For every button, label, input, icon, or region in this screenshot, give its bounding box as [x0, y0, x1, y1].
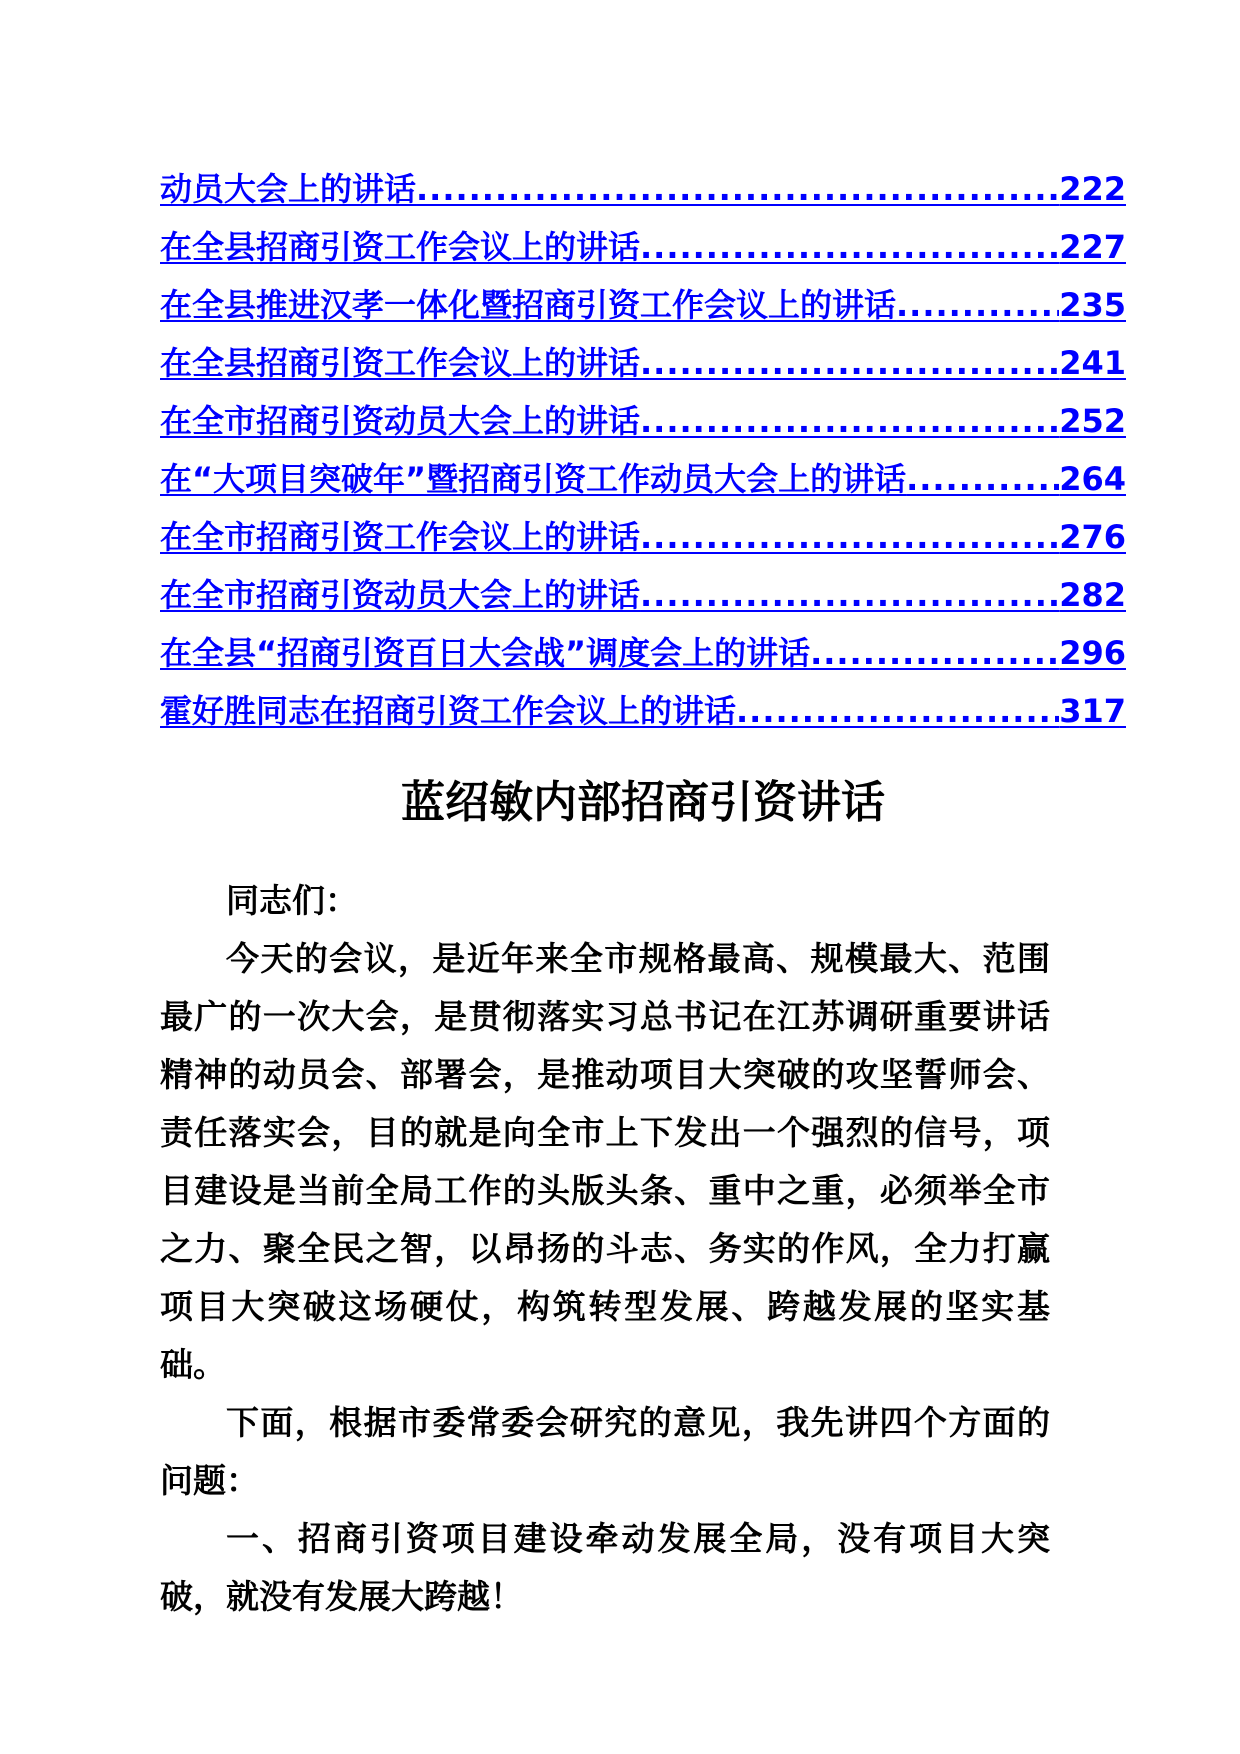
- toc-entry-page: 276: [1059, 518, 1126, 556]
- body-paragraph: 今天的会议，是近年来全市规格最高、规模最大、范围最广的一次大会，是贯彻落实习总书记在江苏调研重要讲话精神的动员会、部署会，是推动项目大突破的攻坚誓师会、责任落实会，目的就是向全市上下发出一个强烈的信号，项目建设是当前全局工作的头版头条、重中之重，必须举全市之力、聚全民之智，以昂扬的斗志、务实的作风，全力打赢项目大突破这场硬仗，构筑转型发展、跨越发展的坚实基础。: [160, 939, 1050, 1384]
- toc-dot-leader: [416, 160, 1059, 218]
- toc-entry[interactable]: [160, 682, 1126, 740]
- toc-entry-title: 动员大会上的讲话: [160, 170, 417, 208]
- toc-entry[interactable]: [160, 566, 1126, 624]
- toc-entry-title: 在全县招商引资工作会议上的讲话: [160, 228, 641, 266]
- toc-entry[interactable]: [160, 508, 1126, 566]
- toc-dot-leader: [640, 392, 1059, 450]
- toc-entry-page: 317: [1059, 692, 1126, 730]
- toc-entry-title: 在全县招商引资工作会议上的讲话: [160, 344, 641, 382]
- toc-entry-page: 282: [1059, 576, 1126, 614]
- toc-entry-page: 241: [1059, 344, 1126, 382]
- toc-dot-leader: [640, 218, 1059, 276]
- toc-entry[interactable]: [160, 450, 1126, 508]
- toc-entry[interactable]: [160, 218, 1126, 276]
- toc-entry[interactable]: [160, 624, 1126, 682]
- toc-entry-page: 252: [1059, 402, 1126, 440]
- toc-entry-page: 264: [1059, 460, 1126, 498]
- toc-entry[interactable]: [160, 276, 1126, 334]
- toc-entry[interactable]: [160, 392, 1126, 450]
- toc-entry-title: 在“大项目突破年”暨招商引资工作动员大会上的讲话: [160, 460, 907, 498]
- toc-entry-title: 霍好胜同志在招商引资工作会议上的讲话: [160, 692, 737, 730]
- toc-entry-title: 在全县推进汉孝一体化暨招商引资工作会议上的讲话: [160, 286, 897, 324]
- toc-entry-page: 222: [1059, 170, 1126, 208]
- toc-dot-leader: [640, 508, 1059, 566]
- document-title: 蓝绍敏内部招商引资讲话: [401, 777, 885, 828]
- toc-dot-leader: [896, 276, 1059, 334]
- toc-dot-leader: [640, 334, 1059, 392]
- document-body: [160, 872, 1126, 1626]
- toc-entry[interactable]: [160, 334, 1126, 392]
- body-paragraph: 下面，根据市委常委会研究的意见，我先讲四个方面的问题：: [160, 1403, 1050, 1500]
- toc-entry-title: 在全市招商引资动员大会上的讲话: [160, 402, 641, 440]
- toc-entry-title: 在全县“招商引资百日大会战”调度会上的讲话: [160, 634, 811, 672]
- toc-entry-title: 在全市招商引资动员大会上的讲话: [160, 576, 641, 614]
- salutation: 同志们：: [226, 881, 358, 920]
- section-heading: 一、招商引资项目建设牵动发展全局，没有项目大突破，就没有发展大跨越！: [160, 1519, 1050, 1616]
- table-of-contents: [160, 160, 1126, 740]
- toc-dot-leader: [640, 566, 1059, 624]
- toc-dot-leader: [906, 450, 1059, 508]
- toc-entry-page: 227: [1059, 228, 1126, 266]
- toc-entry-title: 在全市招商引资工作会议上的讲话: [160, 518, 641, 556]
- toc-entry-page: 296: [1059, 634, 1126, 672]
- toc-entry[interactable]: [160, 160, 1126, 218]
- toc-dot-leader: [810, 624, 1059, 682]
- toc-entry-page: 235: [1059, 286, 1126, 324]
- document-page: [160, 160, 1126, 1626]
- toc-dot-leader: [736, 682, 1059, 740]
